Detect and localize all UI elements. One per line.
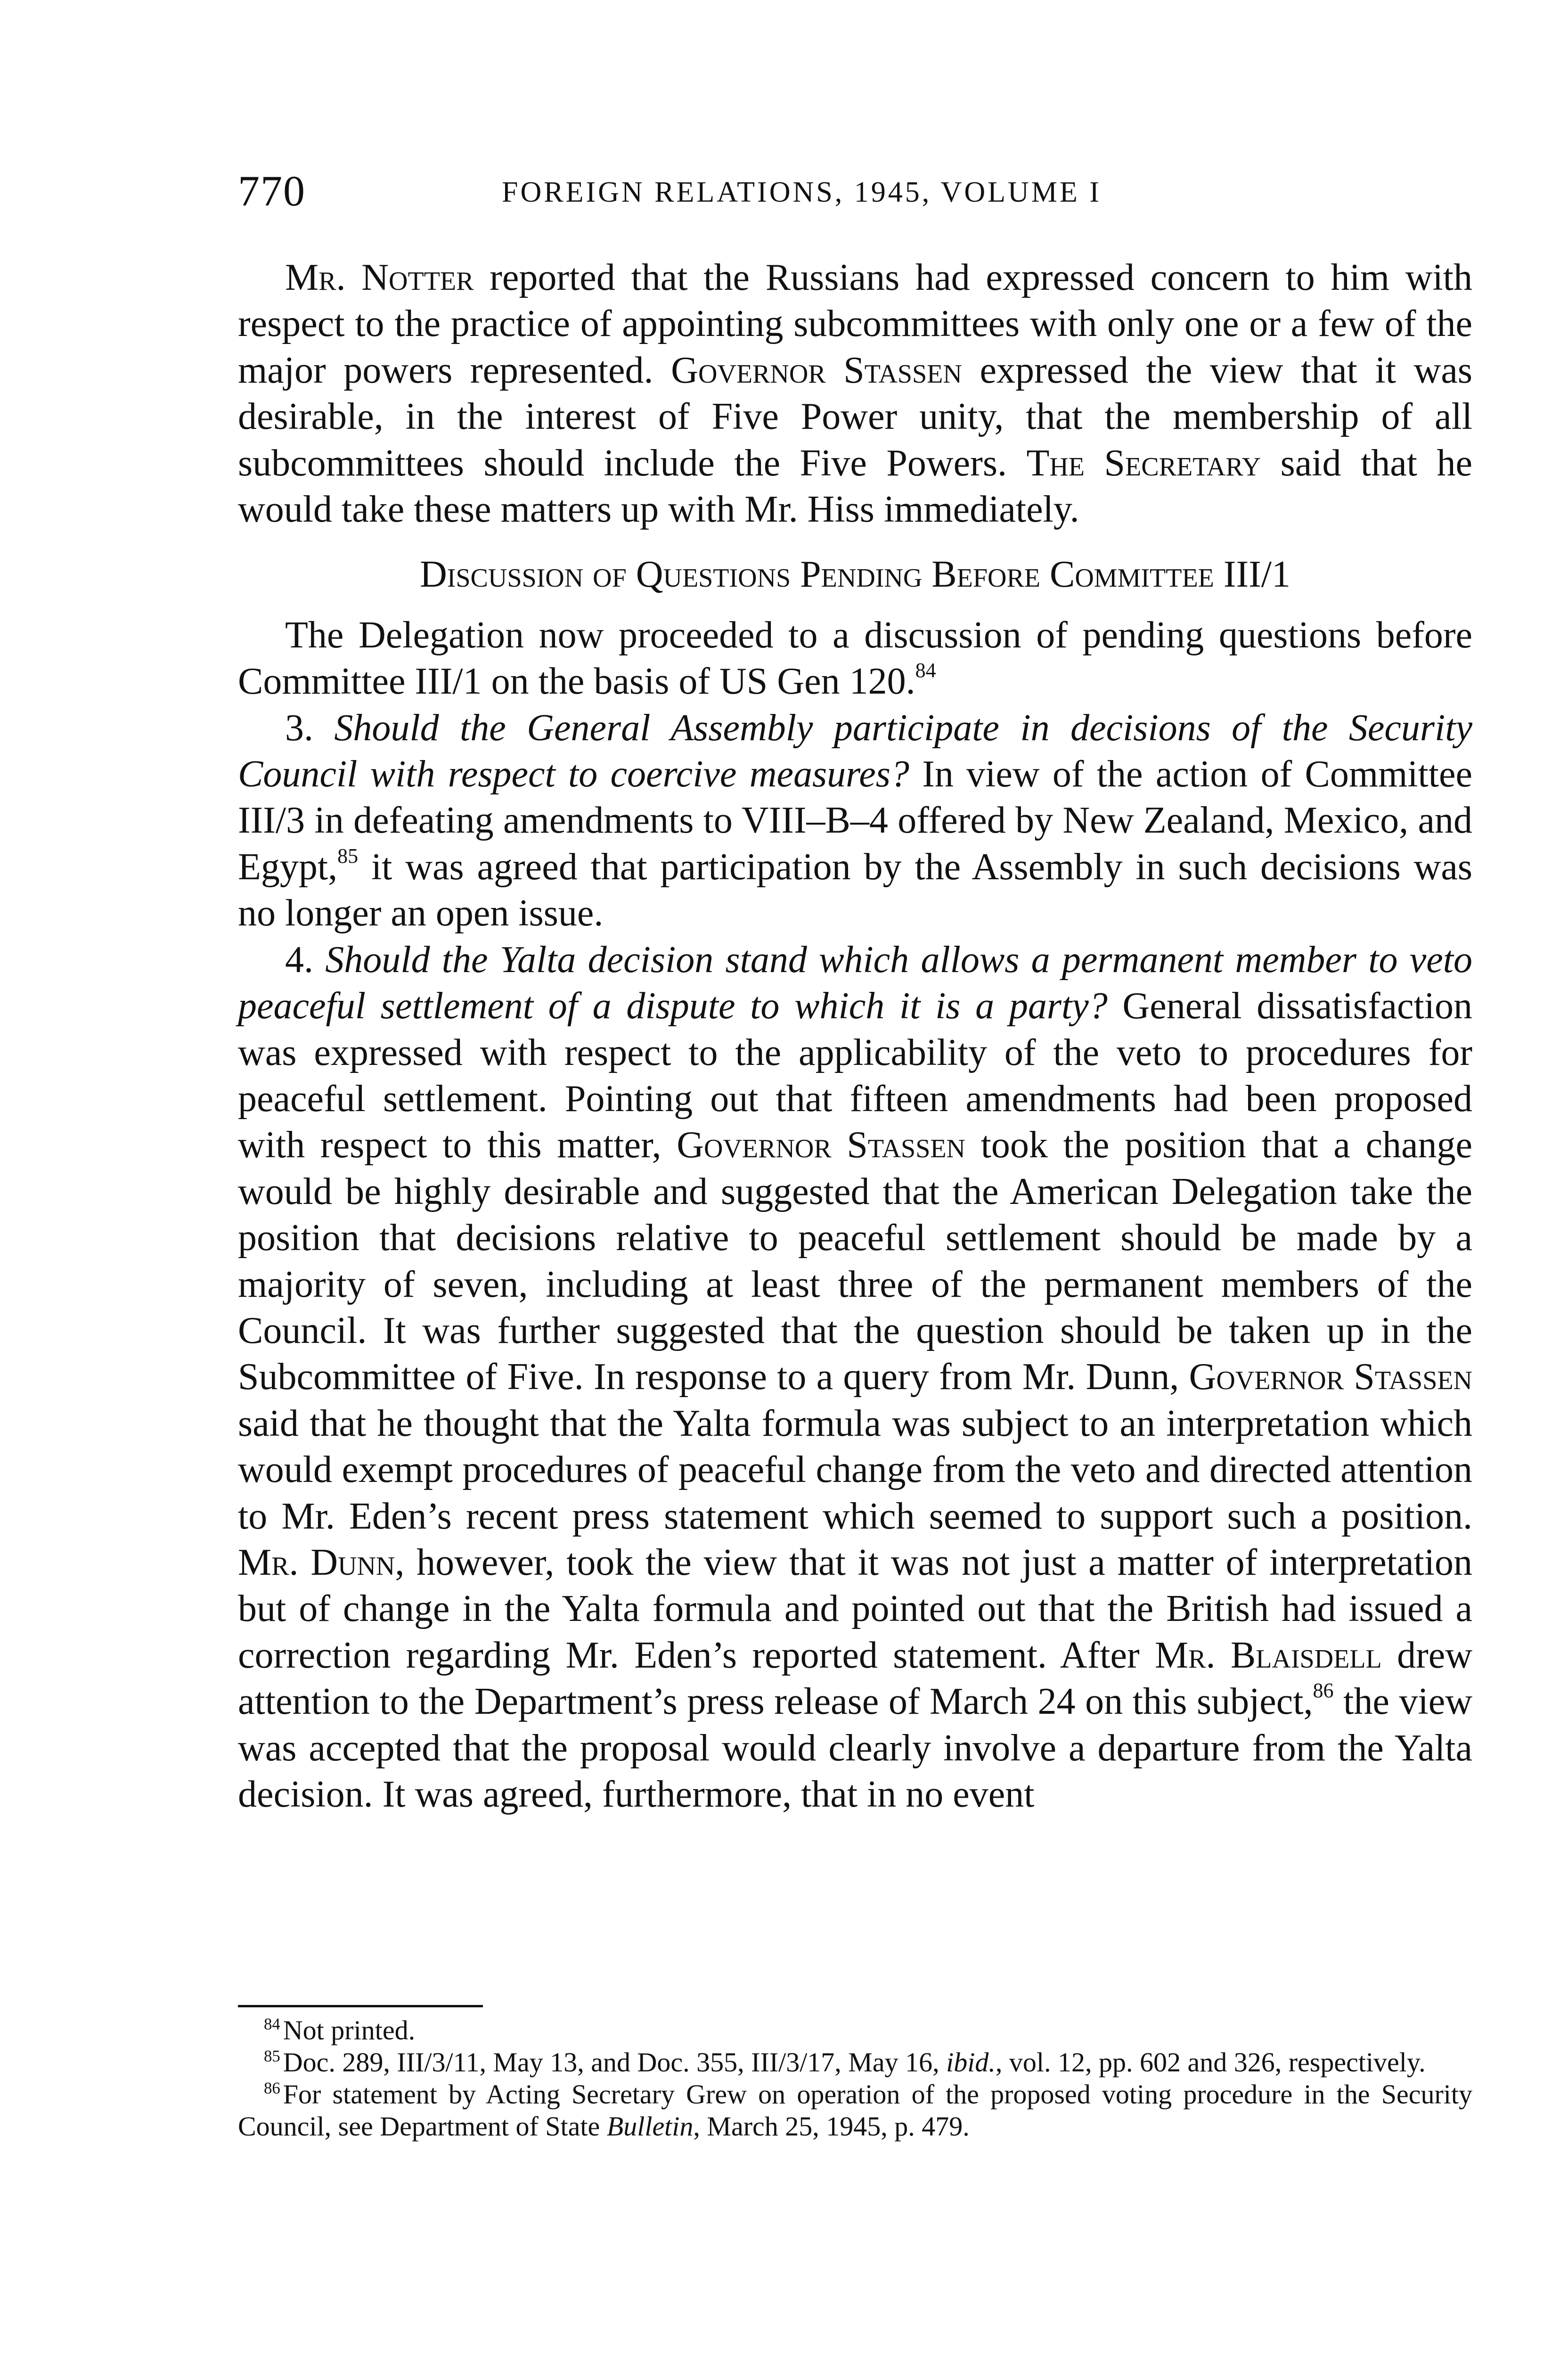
paragraph-text: The Delegation now proceeded to a discussion of pending questions before Committee III/1 on the basis of US Gen 120. bbox=[238, 614, 1472, 703]
footnote-italic: ibid. bbox=[946, 2047, 996, 2078]
speaker-name: Mr. Notter bbox=[285, 257, 474, 298]
question-text: Should the Yalta decision stand which allows a permanent member to veto peaceful settlement of a dispute to which it is a party? bbox=[238, 939, 1473, 1027]
paragraph-text: In view of the action of Committee III/3 in defeating amendments to VIII–B–4 offered by New Zealand, Mexico, and Egypt, bbox=[238, 753, 1473, 888]
footnotes bbox=[238, 2014, 1472, 2143]
footnote-text: Doc. 289, III/3/11, May 13, and Doc. 355, III/3/17, May 16, bbox=[283, 2047, 947, 2078]
speaker-name: Governor Stassen bbox=[1189, 1356, 1472, 1398]
footnote-italic: Bulletin bbox=[606, 2111, 694, 2142]
footnote-mark: 84 bbox=[264, 2015, 280, 2034]
body-text bbox=[238, 254, 1472, 1817]
paragraph-delegation bbox=[238, 612, 1472, 705]
paragraph-text: , however, took the view that it was not just a matter of interpretation but of change in the Yalta formula and pointed out that the British had issued a correction regarding Mr. Eden’s reported statement. After bbox=[238, 1541, 1472, 1676]
speaker-name: Mr. Blaisdell bbox=[1154, 1634, 1382, 1676]
footnote-85 bbox=[238, 2046, 1472, 2078]
paragraph-text: expressed the view that it was desirable, in the interest of Five Power unity, that the membership of all subcommittees should include the Five Powers. bbox=[238, 349, 1473, 484]
paragraph-text: said that he would take these matters up with Mr. Hiss immediately. bbox=[238, 442, 1472, 531]
footnote-text: Not printed. bbox=[283, 2015, 416, 2045]
footnote-ref: 84 bbox=[915, 659, 936, 682]
footnote-mark: 86 bbox=[264, 2079, 280, 2098]
paragraph-question-3 bbox=[238, 705, 1472, 937]
footnote-text: , vol. 12, pp. 602 and 326, respectively. bbox=[995, 2047, 1426, 2078]
speaker-name: Governor Stassen bbox=[677, 1124, 965, 1166]
question-number: 3. bbox=[285, 707, 335, 749]
speaker-name: Governor Stassen bbox=[671, 349, 962, 391]
footnote-86 bbox=[238, 2078, 1472, 2143]
speaker-name: The Secretary bbox=[1026, 442, 1261, 484]
page-header bbox=[238, 163, 1472, 219]
question-text: Should the General Assembly participate in decisions of the Security Council with respect to coercive measures? bbox=[238, 707, 1473, 795]
question-number: 4. bbox=[285, 939, 326, 981]
paragraph-text: drew attention to the Department’s press release of March 24 on this subject, bbox=[238, 1634, 1472, 1723]
paragraph-text: General dissatisfaction was expressed with respect to the applicability of the veto to procedures for peaceful settlement. Pointing out that fifteen amendments had been proposed with respect to this matter, bbox=[238, 985, 1472, 1166]
footnote-mark: 85 bbox=[264, 2047, 280, 2066]
paragraph-text: it was agreed that participation by the Assembly in such decisions was no longer an open issue. bbox=[238, 846, 1472, 934]
footnote-84 bbox=[238, 2014, 1472, 2046]
footnote-text: , March 25, 1945, p. 479. bbox=[693, 2111, 970, 2142]
footnote-rule bbox=[238, 2005, 483, 2007]
footnote-text: For statement by Acting Secretary Grew on operation of the proposed voting procedure in the Security Council, see Department of State bbox=[238, 2079, 1472, 2142]
section-heading: Discussion of Questions Pending Before Committee III/1 bbox=[419, 554, 1291, 596]
paragraph-text: took the position that a change would be highly desirable and suggested that the American Delegation take the position that decisions relative to peaceful settlement should be made by a majority of seven, including at least three of the permanent members of the Council. It was further suggested that the question should be taken up in the Subcommittee of Five. In response to a query from Mr. Dunn, bbox=[238, 1124, 1472, 1398]
paragraph-text: reported that the Russians had expressed concern to him with respect to the practice of appointing subcommittees with only one or a few of the major powers represented. bbox=[238, 257, 1473, 391]
paragraph-text: said that he thought that the Yalta formula was subject to an interpretation which would exempt procedures of peaceful change from the veto and directed attention to Mr. Eden’s recent press statement which seemed to support such a position. bbox=[238, 1402, 1472, 1537]
paragraph-question-4 bbox=[238, 937, 1472, 1818]
footnote-ref: 85 bbox=[337, 844, 359, 867]
paragraph-text: the view was accepted that the proposal would clearly involve a departure from the Yalta decision. It was agreed, furthermore, that in no event bbox=[238, 1681, 1472, 1815]
paragraph-notter bbox=[238, 254, 1472, 532]
footnote-ref: 86 bbox=[1313, 1679, 1334, 1702]
running-head: FOREIGN RELATIONS, 1945, VOLUME I bbox=[502, 176, 1102, 208]
speaker-name: Mr. Dunn bbox=[238, 1541, 395, 1583]
page-number: 770 bbox=[238, 167, 306, 215]
